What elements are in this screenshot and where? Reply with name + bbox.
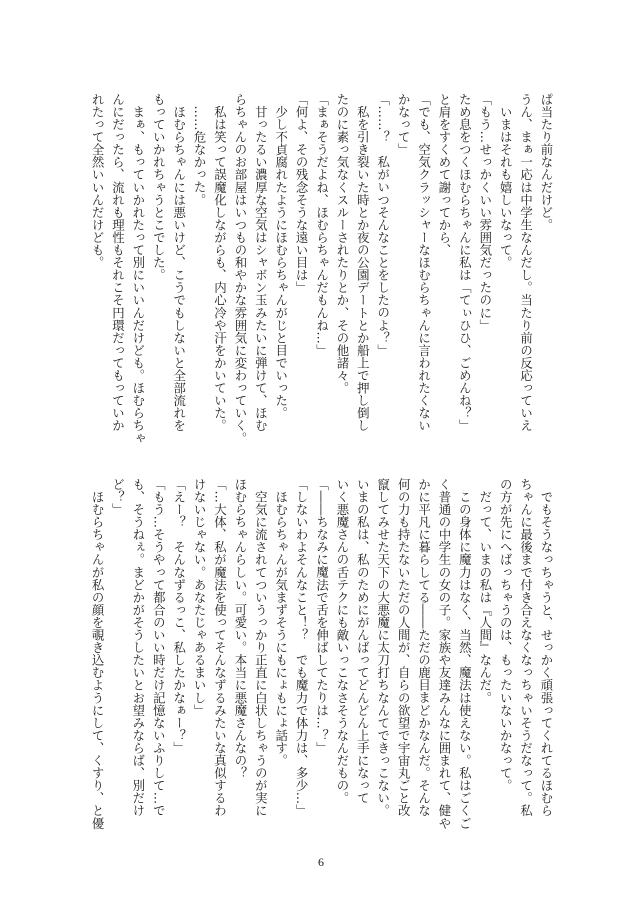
text-line: 「しないわよそんなこと！？ でも魔力で体力は、多少…」 [294,478,310,817]
page-number: 6 [318,855,324,869]
text-line: もっていかれちゃうとこでした。 [151,93,167,282]
text-block-bottom [90,478,556,850]
text-line: 「――ちなみに魔法で舌を伸ばしてたりは…？」 [314,478,330,755]
text-line: 「何よ、その残念そうな遠い目は」 [294,93,310,294]
text-line: けないじゃない。あなたじゃあるまいし」 [192,478,208,717]
text-line: かに平凡に暮らしてる――ただの鹿目まどかなんだ。そんな [416,478,432,817]
text-line: でもそうなっちゃうと、せっかく頑張ってくれてるほむら [539,478,554,817]
text-line: 「えー？ そんなずるっこ、私したかなぁー？」 [171,478,187,755]
text-line: たのに素っ気なくスルーされたりとか、その他諸々。 [334,93,350,395]
text-line: 「……？ 私がいつそんなことをしたのよ？」 [375,93,391,357]
text-line: 「まぁそうだよね、ほむらちゃんだもんね…」 [314,93,330,357]
text-line: 私は笑って誤魔化しながらも、内心冷や汗をかいていた。 [212,93,228,432]
text-line: く普通の中学生の女の子。家族や友達みんなに囲まれて、健や [436,478,452,830]
text-line: ため息をつくほむらちゃんに私は「てぃひひ、ごめんね？」 [457,93,473,432]
text-block-top [90,93,556,465]
text-line: の方が先にへばっちゃうのは、もったいないかなって。 [498,478,514,792]
text-line: いまはそれも嬉しいなって。 [498,93,514,269]
text-line: 甘ったるい濃厚な空気はシャボン玉みたいに弾けて、ほむ [253,93,269,432]
text-line: 何の力も持たないただの人間が、自らの欲望で宇宙丸ごと改 [396,478,412,817]
text-line: いまの私は、私のためにがんばってどんどん上手になって [355,478,371,805]
text-line: 竄してみせた天下の大悪魔に太刀打ちなんてできっこない。 [375,478,391,817]
text-line: と肩をすくめて謝ってから、 [436,93,452,257]
text-line: ちゃんに最後まで付き合えなくなっちゃいそうだなって。私 [518,478,534,817]
text-line: ど？」 [110,478,126,516]
text-line: まぁ、もっていかれたって別にいいんだけども。ほむらちゃ [130,93,146,445]
text-line: だって、いまの私は『人間』なんだ。 [477,478,493,704]
text-line: 「でも、空気クラッシャーなほむらちゃんに言われたくない [416,93,432,432]
text-line: 「もう…せっかくいい雰囲気だったのに」 [477,93,493,332]
text-line: うん、まぁ一応は中学生なんだし。当たり前の反応っていえ [518,93,534,432]
text-line: も、そうねぇ。まどかがそうしたいとお望みならば、別だけ [130,478,146,817]
text-line: 空気に流されてついうっかり正直に白状しちゃうのが実に [253,478,269,817]
text-line: んにだったら、流れも理性もそれこそ円環だってもっていか [110,93,126,432]
text-line: 少し不貞腐れたようにほむらちゃんがじと目でいった。 [273,93,289,420]
text-line: ……危なかった。 [192,93,208,206]
text-line: かなって」 [396,93,412,156]
text-line: らちゃんのお部屋はいつもの和やかな雰囲気に変わっていく。 [232,93,248,445]
text-line: ぱ当たり前なんだけど。 [539,93,554,232]
text-line: 私を引き裂いた時とか夜の公園デートとか船上で押し倒し [355,93,371,432]
text-line: ほむらちゃんが私の顔を覗き込むようにして、くすり、と優 [90,478,106,830]
text-line: いく悪魔さんの舌テクにも敵いっこなさそうなんだもの。 [334,478,350,805]
text-line: 「もう…そうやって都合のいい時だけ記憶ないふりして…で [151,478,167,817]
text-line: この身体に魔力はなく、当然、魔法は使えない。私はごくご [457,478,473,830]
text-line: ほむらちゃんが気まずそうにもにょもにょ話す。 [273,478,289,767]
text-line: れたって全然いいんだけども。 [90,93,106,269]
text-line: ほむらちゃんらしい。可愛い。本当に悪魔さんなの？ [232,478,248,780]
text-line: 「…大体、私が魔法を使ってそんなずるみたいな真似するわ [212,478,228,817]
text-line: ほむらちゃんには悪いけど、こうでもしないと全部流れを [171,93,187,432]
